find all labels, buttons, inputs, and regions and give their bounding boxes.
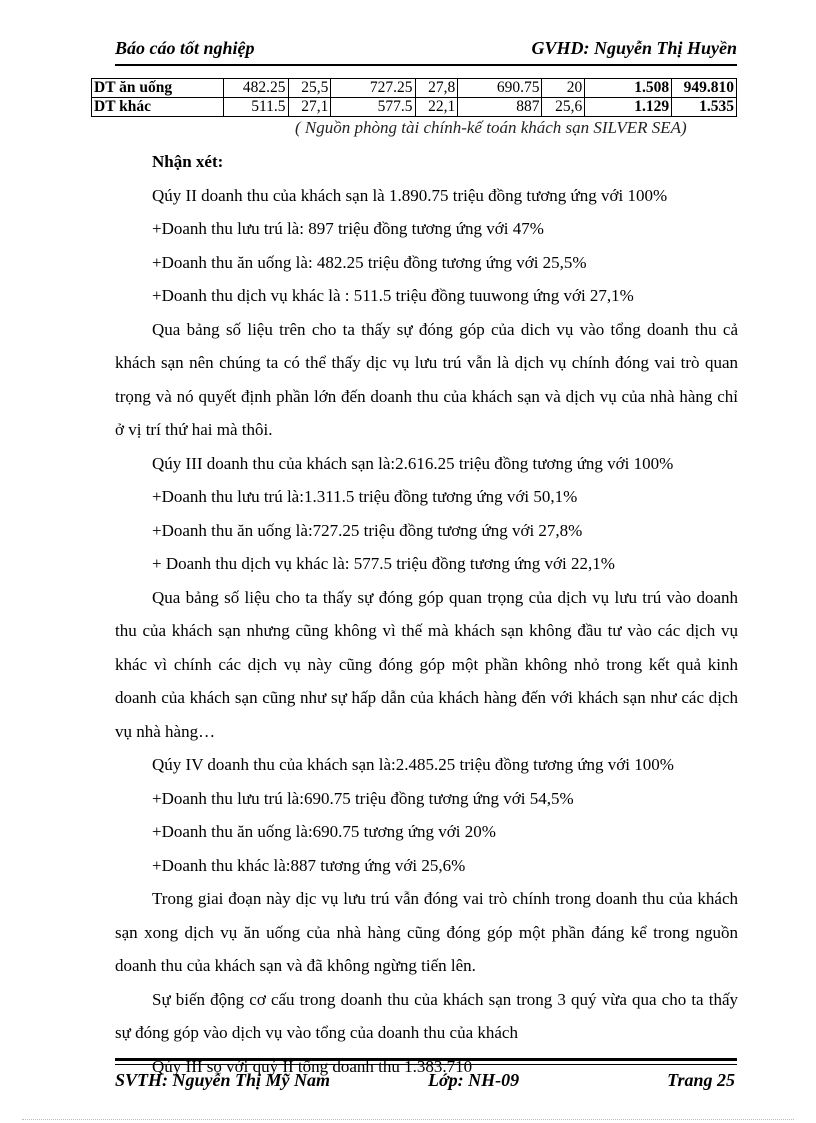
paragraph: Qúy III doanh thu của khách sạn là:2.616.25 triệu đồng tương ứng với 100% xyxy=(152,453,674,473)
table-cell: 25,5 xyxy=(288,79,331,98)
row-label: DT ăn uống xyxy=(92,79,224,98)
row-label: DT khác xyxy=(92,98,224,117)
table-cell: 22,1 xyxy=(415,98,458,117)
table-cell: 25,6 xyxy=(542,98,585,117)
table-cell: 887 xyxy=(458,98,542,117)
class-label: Lớp: NH-09 xyxy=(428,1070,520,1090)
table-cell: 482.25 xyxy=(223,79,288,98)
table-cell: 27,1 xyxy=(288,98,331,117)
table-source-note: ( Nguồn phòng tài chính-kế toán khách sạn SILVER SEA) xyxy=(295,118,687,137)
table-cell: 577.5 xyxy=(331,98,415,117)
paragraph: Qúy II doanh thu của khách sạn là 1.890.75 triệu đồng tương ứng với 100% xyxy=(152,185,668,205)
paragraph: +Doanh thu ăn uống là: 482.25 triệu đồng tương ứng với 25,5% xyxy=(152,252,587,272)
paragraph: Qua bảng số liệu trên cho ta thấy sự đóng góp của dich vụ vào tổng doanh thu cả khách sạn nên chúng ta có thể thấy dịc vụ lưu trú vẫn là dịch vụ chính đóng vai trò quan trọng và nó quyết định phần lớn đến doanh thu của khách sạn và dịch vụ của nhà hàng chỉ ở vị trí thứ hai mà thôi. xyxy=(115,319,738,439)
paragraph: +Doanh thu ăn uống là:690.75 tương ứng với 20% xyxy=(152,822,496,841)
table-cell: 727.25 xyxy=(331,79,415,98)
table-cell: 1.535 xyxy=(672,98,737,117)
report-title: Báo cáo tốt nghiệp xyxy=(115,38,255,58)
paragraph: +Doanh thu ăn uống là:727.25 triệu đồng tương ứng với 27,8% xyxy=(152,520,583,540)
table-cell: 511.5 xyxy=(223,98,288,117)
section-heading: Nhận xét: xyxy=(152,152,224,171)
table-row xyxy=(92,79,737,98)
table-cell: 949.810 xyxy=(672,79,737,98)
table-row xyxy=(92,98,737,117)
table-cell: 27,8 xyxy=(415,79,458,98)
paragraph: +Doanh thu dịch vụ khác là : 511.5 triệu đồng tuuwong ứng với 27,1% xyxy=(152,286,634,305)
paragraph: Qúy IV doanh thu của khách sạn là:2.485.25 triệu đồng tương ứng với 100% xyxy=(152,755,674,774)
footer-rule xyxy=(115,1058,737,1061)
footer-rule-thin xyxy=(115,1064,737,1065)
paragraph: Sự biến động cơ cấu trong doanh thu của khách sạn trong 3 quý vừa qua cho ta thấy sự đóng góp vào dịch vụ vào tổng của doanh thu của khách xyxy=(115,989,738,1042)
header-rule xyxy=(115,64,737,66)
paragraph: + Doanh thu dịch vụ khác là: 577.5 triệu đồng tương ứng với 22,1% xyxy=(152,554,615,573)
table-cell: 690.75 xyxy=(458,79,542,98)
page-number: Trang 25 xyxy=(667,1070,735,1090)
page-footer xyxy=(115,1070,737,1094)
body-text xyxy=(115,145,738,1083)
paragraph: +Doanh thu khác là:887 tương ứng với 25,6% xyxy=(152,855,466,875)
page-boundary xyxy=(22,1119,794,1120)
table-cell: 1.129 xyxy=(585,98,672,117)
paragraph: +Doanh thu lưu trú là:690.75 triệu đồng tương ứng với 54,5% xyxy=(152,788,574,808)
paragraph: +Doanh thu lưu trú là: 897 triệu đồng tương ứng với 47% xyxy=(152,219,544,238)
table-cell: 1.508 xyxy=(585,79,672,98)
revenue-table xyxy=(91,78,737,117)
paragraph: +Doanh thu lưu trú là:1.311.5 triệu đồng tương ứng với 50,1% xyxy=(152,487,578,506)
student-name: SVTH: Nguyễn Thị Mỹ Nam xyxy=(115,1070,331,1090)
paragraph: Qua bảng số liệu cho ta thấy sự đóng góp quan trọng của dịch vụ lưu trú vào doanh thu của khách sạn nhưng cũng không vì thế mà khách sạn không đầu tư vào các dịch vụ khác vì chính các dịch vụ này cũng đóng góp một phần không nhỏ trong kết quả kinh doanh của khách sạn cũng như sự hấp dẫn của khách hàng đến với khách sạn như các dịch vụ nhà hàng… xyxy=(115,587,738,741)
paragraph: Qúy III so với quý II tổng doanh thu 1.383.710 xyxy=(152,1056,473,1076)
page-header xyxy=(115,36,737,62)
table-cell: 20 xyxy=(542,79,585,98)
paragraph: Trong giai đoạn này dịc vụ lưu trú vẫn đóng vai trò chính trong doanh thu của khách sạn xong dịch vụ ăn uống của nhà hàng cũng đóng góp một phần đáng kể trong nguồn doanh thu của khách sạn và đã không ngừng tiến lên. xyxy=(115,889,738,975)
advisor-name: GVHD: Nguyễn Thị Huyền xyxy=(531,38,737,58)
